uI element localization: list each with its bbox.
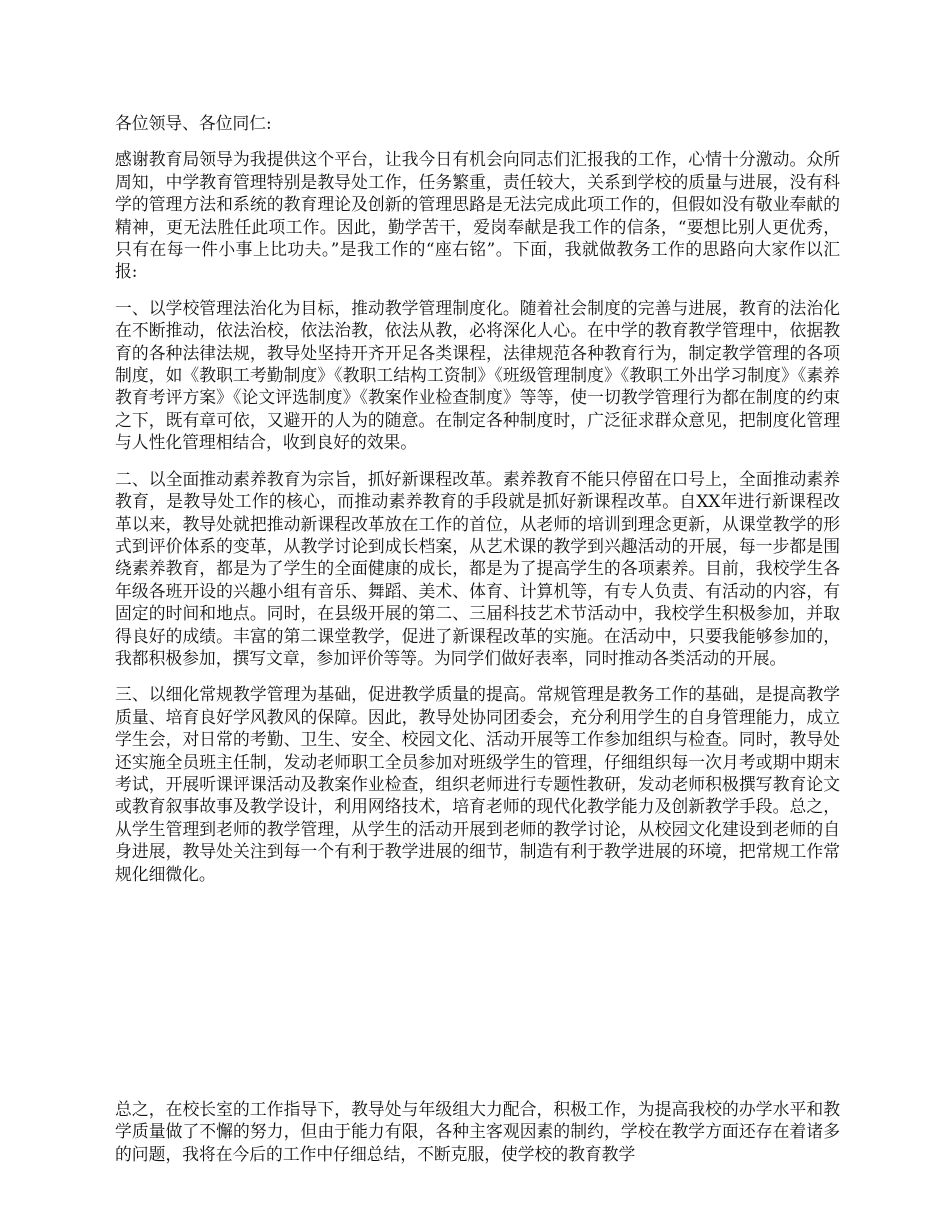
- document-body: [115, 112, 840, 899]
- paragraph-section-3: 三、以细化常规教学管理为基础，促进教学质量的提高。常规管理是教务工作的基础，是提高教学质量、培育良好学风教风的保障。因此，教导处协同团委会，充分利用学生的自身管理能力，成立学生会，对日常的考勤、卫生、安全、校园文化、活动开展等工作参加组织与检查。同时，教导处还实施全员班主任制，发动老师职工全员参加对班级学生的管理，仔细组织每一次月考或期中期末考试，开展听课评课活动及教案作业检查，组织老师进行专题性教研，发动老师积极撰写教育论文或教育叙事故事及教学设计，利用网络技术，培育老师的现代化教学能力及创新教学手段。总之，从学生管理到老师的教学管理，从学生的活动开展到老师的教学讨论，从校园文化建设到老师的自身进展，教导处关注到每一个有利于教学进展的细节，制造有利于教学进展的环境，把常规工作常规化细微化。: [115, 684, 840, 884]
- paragraph-intro: 感谢教育局领导为我提供这个平台，让我今日有机会向同志们汇报我的工作，心情十分激动。众所周知，中学教育管理特别是教导处工作，任务繁重，责任较大，关系到学校的质量与进展，没有科学的管理方法和系统的教育理论及创新的管理思路是无法完成此项工作的，但假如没有敬业奉献的精神，更无法胜任此项工作。因此，勤学苦干，爱岗奉献是我工作的信条，“要想比别人更优秀，只有在每一件小事上比功夫。”是我工作的“座右铭”。下面，我就做教务工作的思路向大家作以汇报:: [115, 149, 840, 282]
- paragraph-section-1: 一、以学校管理法治化为目标，推动教学管理制度化。随着社会制度的完善与进展，教育的法治化在不断推动，依法治校，依法治教，依法从教，必将深化人心。在中学的教育教学管理中，依据教育的各种法律法规，教导处坚持开齐开足各类课程，法律规范各种教育行为，制定教学管理的各项制度，如《教职工考勤制度》《教职工结构工资制》《班级管理制度》《教职工外出学习制度》《素养教育考评方案》《论文评选制度》《教案作业检查制度》等等，使一切教学管理行为都在制度的约束之下，既有章可依，又避开的人为的随意。在制定各种制度时，广泛征求群众意见，把制度化管理与人性化管理相结合，收到良好的效果。: [115, 297, 840, 453]
- paragraph-section-2: 二、以全面推动素养教育为宗旨，抓好新课程改革。素养教育不能只停留在口号上，全面推动素养教育，是教导处工作的核心，而推动素养教育的手段就是抓好新课程改革。自XX年进行新课程改革以来，教导处就把推动新课程改革放在工作的首位，从老师的培训到理念更新，从课堂教学的形式到评价体系的变革，从教学讨论到成长档案，从艺术课的教学到兴趣活动的开展，每一步都是围绕素养教育，都是为了学生的全面健康的成长，都是为了提高学生的各项素养。目前，我校学生各年级各班开设的兴趣小组有音乐、舞蹈、美术、体育、计算机等，有专人负责、有活动的内容，有固定的时间和地点。同时，在县级开展的第二、三届科技艺术节活动中，我校学生积极参加，并取得良好的成绩。丰富的第二课堂教学，促进了新课程改革的实施。在活动中，只要我能够参加的，我都积极参加，撰写文章，参加评价等等。为同学们做好表率，同时推动各类活动的开展。: [115, 468, 840, 668]
- greeting: 各位领导、各位同仁:: [115, 113, 272, 133]
- paragraph-closing: 总之，在校长室的工作指导下，教导处与年级组大力配合，积极工作，为提高我校的办学水平和教学质量做了不懈的努力，但由于能力有限，各种主客观因素的制约，学校在教学方面还存在着诸多的问题，我将在今后的工作中仔细总结，不断克服，使学校的教育教学: [115, 1099, 840, 1164]
